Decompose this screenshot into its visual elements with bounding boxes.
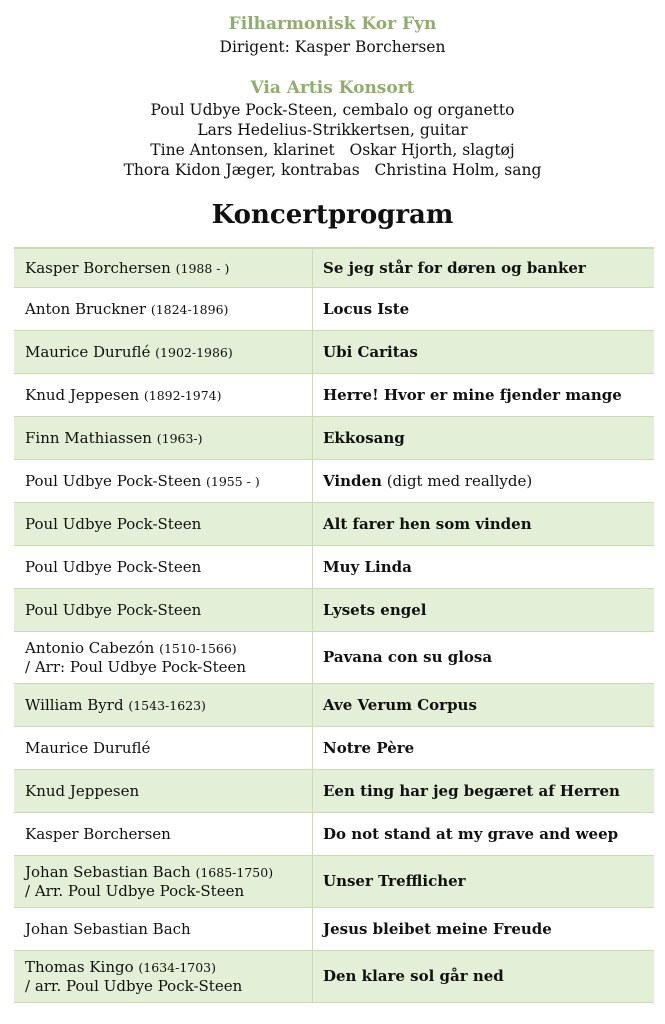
composer-years: (1963-) bbox=[156, 430, 203, 446]
work-cell bbox=[313, 460, 654, 502]
composer-cell bbox=[14, 249, 313, 287]
composer-name: Poul Udbye Pock-Steen bbox=[25, 600, 202, 619]
table-row bbox=[14, 684, 654, 727]
conductor-line: Dirigent: Kasper Borchersen bbox=[219, 38, 446, 56]
composer-years: (1955 - ) bbox=[206, 473, 260, 489]
work-title: Do not stand at my grave and weep bbox=[323, 824, 619, 843]
composer-name: Antonio Cabezón bbox=[25, 638, 160, 657]
work-title: Pavana con su glosa bbox=[323, 648, 493, 666]
table-row bbox=[14, 908, 654, 951]
composer-cell bbox=[14, 417, 313, 459]
composer-name: Kasper Borchersen bbox=[25, 824, 171, 843]
work-title: Muy Linda bbox=[323, 557, 412, 576]
work-cell bbox=[313, 770, 654, 812]
work-title: Unser Trefflicher bbox=[323, 872, 466, 890]
work-cell bbox=[313, 856, 654, 907]
work-cell bbox=[313, 546, 654, 588]
composer-years: (1543-1623) bbox=[128, 697, 206, 713]
work-title: Se jeg står for døren og banker bbox=[323, 258, 586, 277]
work-title: Ave Verum Corpus bbox=[323, 695, 477, 714]
work-cell bbox=[313, 503, 654, 545]
member-line: Tine Antonsen, klarinet Oskar Hjorth, slagtøj bbox=[150, 141, 515, 159]
composer-cell bbox=[14, 856, 313, 907]
composer-cell bbox=[14, 813, 313, 855]
table-row bbox=[14, 503, 654, 546]
work-title: Ubi Caritas bbox=[323, 342, 418, 361]
composer-cell bbox=[14, 546, 313, 588]
composer-name: Maurice Duruflé bbox=[25, 738, 151, 757]
program-title: Koncertprogram bbox=[211, 200, 454, 230]
work-title: Herre! Hvor er mine fjender mange bbox=[323, 385, 622, 404]
work-cell bbox=[313, 951, 654, 1002]
arranger-line: / arr. Poul Udbye Pock-Steen bbox=[25, 976, 243, 995]
work-title: Notre Père bbox=[323, 738, 415, 757]
composer-cell bbox=[14, 503, 313, 545]
table-row bbox=[14, 727, 654, 770]
work-cell bbox=[313, 908, 654, 950]
table-row bbox=[14, 331, 654, 374]
composer-cell bbox=[14, 374, 313, 416]
composer-cell bbox=[14, 951, 313, 1002]
composer-cell bbox=[14, 770, 313, 812]
table-row bbox=[14, 460, 654, 503]
composer-name: William Byrd bbox=[25, 695, 129, 714]
work-title: Den klare sol går ned bbox=[323, 967, 504, 985]
composer-cell bbox=[14, 589, 313, 631]
work-cell bbox=[313, 684, 654, 726]
composer-years: (1510-1566) bbox=[159, 640, 237, 656]
composer-years: (1902-1986) bbox=[155, 344, 233, 360]
work-title: Alt farer hen som vinden bbox=[323, 514, 532, 533]
composer-cell bbox=[14, 460, 313, 502]
member-line: Lars Hedelius-Strikkertsen, guitar bbox=[197, 121, 468, 139]
work-cell bbox=[313, 632, 654, 683]
table-row bbox=[14, 546, 654, 589]
work-title: Een ting har jeg begæret af Herren bbox=[323, 781, 620, 800]
table-row bbox=[14, 632, 654, 684]
work-cell bbox=[313, 727, 654, 769]
composer-name: Poul Udbye Pock-Steen bbox=[25, 471, 207, 490]
composer-years: (1988 - ) bbox=[175, 260, 230, 276]
work-title: Locus Iste bbox=[323, 299, 410, 318]
table-row bbox=[14, 813, 654, 856]
work-cell bbox=[313, 374, 654, 416]
work-cell bbox=[313, 417, 654, 459]
table-row bbox=[14, 589, 654, 632]
composer-name: Kasper Borchersen bbox=[25, 258, 176, 277]
table-row bbox=[14, 951, 654, 1003]
composer-years: (1824-1896) bbox=[150, 301, 229, 317]
composer-name: Johan Sebastian Bach bbox=[25, 862, 196, 881]
program-table bbox=[14, 247, 654, 1003]
composer-name: Knud Jeppesen bbox=[25, 385, 144, 404]
member-line: Poul Udbye Pock-Steen, cembalo og organetto bbox=[150, 101, 515, 119]
composer-cell bbox=[14, 288, 313, 330]
work-cell bbox=[313, 288, 654, 330]
arranger-line: / Arr: Poul Udbye Pock-Steen bbox=[25, 657, 247, 676]
arranger-line: / Arr. Poul Udbye Pock-Steen bbox=[25, 881, 245, 900]
work-note: (digt med reallyde) bbox=[381, 471, 533, 490]
choir-name: Filharmonisk Kor Fyn bbox=[228, 14, 437, 34]
composer-years: (1634-1703) bbox=[138, 959, 217, 975]
member-line: Thora Kidon Jæger, kontrabas Christina Holm, sang bbox=[123, 161, 542, 179]
work-cell bbox=[313, 331, 654, 373]
composer-name: Poul Udbye Pock-Steen bbox=[25, 514, 202, 533]
composer-name: Maurice Duruflé bbox=[25, 342, 156, 361]
composer-name: Thomas Kingo bbox=[25, 957, 139, 976]
composer-cell bbox=[14, 632, 313, 683]
ensemble-name: Via Artis Konsort bbox=[250, 78, 415, 98]
work-cell bbox=[313, 813, 654, 855]
composer-years: (1892-1974) bbox=[143, 387, 222, 403]
work-title: Jesus bleibet meine Freude bbox=[323, 919, 552, 938]
composer-years: (1685-1750) bbox=[195, 864, 274, 880]
work-title: Lysets engel bbox=[323, 600, 427, 619]
table-row bbox=[14, 374, 654, 417]
work-title: Vinden bbox=[323, 471, 382, 490]
composer-cell bbox=[14, 684, 313, 726]
work-title: Ekkosang bbox=[323, 428, 405, 447]
composer-name: Poul Udbye Pock-Steen bbox=[25, 557, 202, 576]
composer-cell bbox=[14, 908, 313, 950]
composer-name: Finn Mathiassen bbox=[25, 428, 157, 447]
work-cell bbox=[313, 589, 654, 631]
table-row bbox=[14, 770, 654, 813]
composer-name: Johan Sebastian Bach bbox=[25, 919, 191, 938]
composer-name: Anton Bruckner bbox=[25, 299, 151, 318]
composer-cell bbox=[14, 727, 313, 769]
composer-name: Knud Jeppesen bbox=[25, 781, 140, 800]
table-row bbox=[14, 856, 654, 908]
table-row bbox=[14, 417, 654, 460]
work-cell bbox=[313, 249, 654, 287]
table-row bbox=[14, 247, 654, 288]
table-row bbox=[14, 288, 654, 331]
composer-cell bbox=[14, 331, 313, 373]
